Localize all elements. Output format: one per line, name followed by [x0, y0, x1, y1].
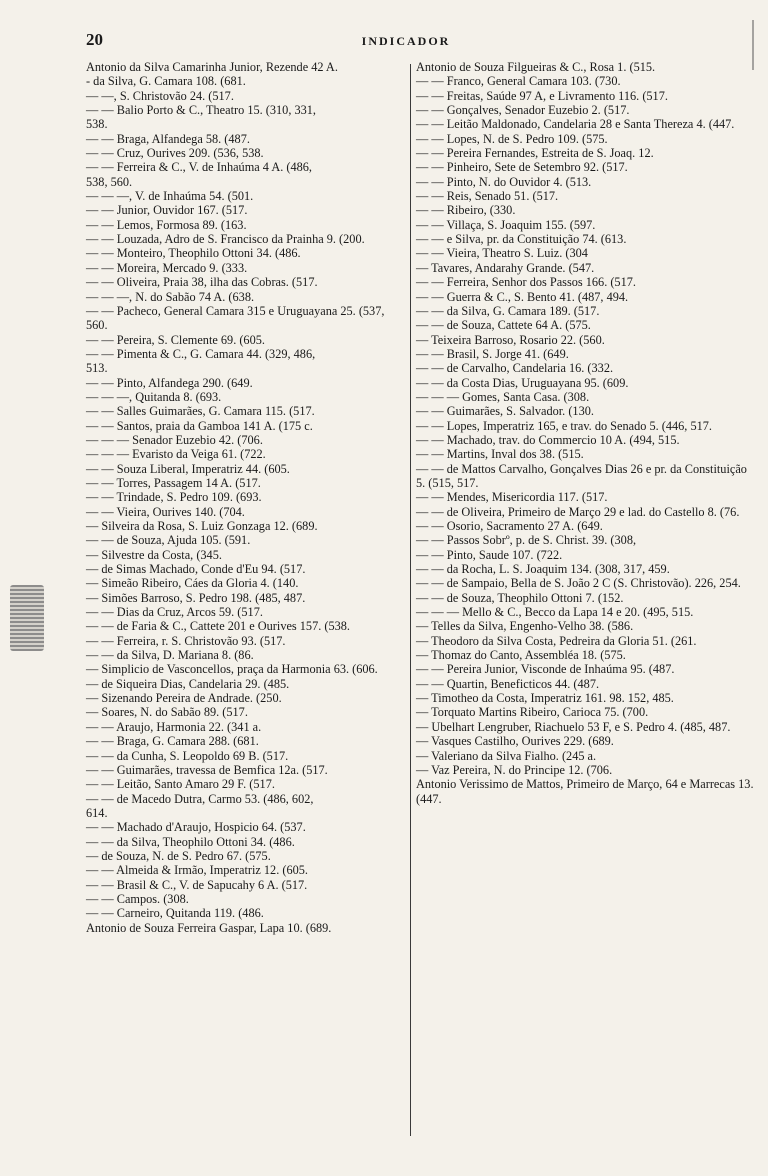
directory-entry: — — Carneiro, Quitanda 119. (486. [86, 906, 264, 921]
directory-entry: — — Almeida & Irmão, Imperatriz 12. (605. [86, 863, 308, 878]
directory-entry: Antonio de Souza Ferreira Gaspar, Lapa 10. (689. [86, 920, 332, 935]
directory-entry: — — Guimarães, S. Salvador. (130. [416, 404, 594, 419]
directory-entry: — — de Souza, Ajuda 105. (591. [86, 533, 251, 548]
directory-entry: — Telles da Silva, Engenho-Velho 38. (586. [416, 619, 634, 634]
directory-entry: 538, 560. [86, 174, 133, 189]
directory-entry: — de Souza, N. de S. Pedro 67. (575. [86, 848, 271, 863]
directory-entry: — — Monteiro, Theophilo Ottoni 34. (486. [86, 246, 301, 261]
directory-entry: — — Brasil & C., V. de Sapucahy 6 A. (517. [86, 877, 308, 892]
directory-entry: — — Torres, Passagem 14 A. (517. [86, 475, 261, 490]
directory-entry: — — Pinheiro, Sete de Setembro 92. (517. [416, 160, 628, 175]
directory-entry: — — Martins, Inval dos 38. (515. [416, 447, 584, 462]
directory-entry: — — Quartin, Beneficticos 44. (487. [416, 676, 600, 691]
directory-entry: — — Pimenta & C., G. Camara 44. (329, 486, [86, 346, 316, 361]
directory-entry: — — Lemos, Formosa 89. (163. [86, 217, 247, 232]
directory-entry: — — Moreira, Mercado 9. (333. [86, 260, 248, 275]
directory-columns [86, 60, 768, 1160]
directory-entry: — — de Faria & C., Cattete 201 e Ourives 157. (538. [86, 619, 350, 634]
directory-entry: — — da Rocha, L. S. Joaquim 134. (308, 317, 459. [416, 562, 670, 577]
directory-entry: — — Mendes, Misericordia 117. (517. [416, 490, 608, 505]
left-column [86, 60, 408, 1160]
directory-entry: — — Freitas, Saúde 97 A, e Livramento 116. (517. [416, 88, 668, 103]
directory-entry: — — da Silva, D. Mariana 8. (86. [86, 648, 254, 663]
directory-entry: — — e Silva, pr. da Constituição 74. (613. [416, 232, 627, 247]
directory-entry: — — Machado d'Araujo, Hospicio 64. (537. [86, 820, 306, 835]
directory-entry: 538. [86, 117, 108, 132]
directory-entry: — Simeão Ribeiro, Cáes da Gloria 4. (140. [86, 576, 299, 591]
directory-entry: — — Gonçalves, Senador Euzebio 2. (517. [416, 103, 630, 118]
directory-entry: — — Louzada, Adro de S. Francisco da Prainha 9. (200. [86, 232, 365, 247]
directory-entry: 513. [86, 361, 108, 376]
directory-entry: — —, S. Christovão 24. (517. [86, 88, 234, 103]
directory-entry: — — Guerra & C., S. Bento 41. (487, 494. [416, 289, 629, 304]
directory-entry: — Theodoro da Silva Costa, Pedreira da Gloria 51. (261. [416, 633, 697, 648]
directory-entry: — — Pinto, Saude 107. (722. [416, 547, 563, 562]
directory-entry: — — Brasil, S. Jorge 41. (649. [416, 346, 569, 361]
directory-entry: — — de Souza, Cattete 64 A. (575. [416, 318, 591, 333]
directory-entry: — — Pacheco, General Camara 315 e Uruguayana 25. (537, 560. [86, 303, 385, 333]
directory-entry: — — — Evaristo da Veiga 61. (722. [86, 447, 266, 462]
directory-entry: — — —, V. de Inhaúma 54. (501. [86, 189, 254, 204]
directory-entry: — — — Senador Euzebio 42. (706. [86, 432, 263, 447]
directory-entry: 614. [86, 805, 108, 820]
directory-entry: — — Pereira, S. Clemente 69. (605. [86, 332, 265, 347]
directory-entry: — — Villaça, S. Joaquim 155. (597. [416, 217, 596, 232]
directory-entry: — — — Mello & C., Becco da Lapa 14 e 20. (495, 515. [416, 605, 694, 620]
margin-marks [752, 20, 764, 70]
directory-entry: — — Salles Guimarães, G. Camara 115. (517. [86, 404, 315, 419]
directory-entry: — Timotheo da Costa, Imperatriz 161. 98. 152, 485. [416, 691, 674, 706]
directory-entry: — Vasques Castilho, Ourives 229. (689. [416, 734, 614, 749]
directory-entry: — — de Macedo Dutra, Carmo 53. (486, 602, [86, 791, 314, 806]
directory-entry: — — —, Quitanda 8. (693. [86, 389, 222, 404]
directory-entry: — — Machado, trav. do Commercio 10 A. (494, 515. [416, 432, 680, 447]
directory-entry: — — Dias da Cruz, Arcos 59. (517. [86, 605, 263, 620]
directory-entry: — Sizenando Pereira de Andrade. (250. [86, 691, 282, 706]
directory-entry: — — Souza Liberal, Imperatriz 44. (605. [86, 461, 290, 476]
directory-entry: — — Vieira, Theatro S. Luiz. (304 [416, 246, 588, 261]
directory-entry: — — Ferreira & C., V. de Inhaúma 4 A. (486, [86, 160, 312, 175]
directory-entry: — — Pereira Fernandes, Estreita de S. Joaq. 12. [416, 146, 654, 161]
directory-entry: — — Pinto, N. do Ouvidor 4. (513. [416, 174, 592, 189]
page-header [86, 28, 726, 52]
directory-entry: — — Araujo, Harmonia 22. (341 a. [86, 719, 262, 734]
directory-entry: — — de Carvalho, Candelaria 16. (332. [416, 361, 614, 376]
directory-entry: — Thomaz do Canto, Assembléa 18. (575. [416, 648, 626, 663]
directory-entry: - da Silva, G. Camara 108. (681. [86, 74, 246, 89]
directory-entry: — — Guimarães, travessa de Bemfica 12a. (517. [86, 762, 328, 777]
directory-entry: — — da Costa Dias, Uruguayana 95. (609. [416, 375, 629, 390]
directory-entry: — — — Gomes, Santa Casa. (308. [416, 389, 590, 404]
directory-entry: — — da Silva, Theophilo Ottoni 34. (486. [86, 834, 295, 849]
directory-entry: — — Junior, Ouvidor 167. (517. [86, 203, 248, 218]
directory-entry: — — Ferreira, Senhor dos Passos 166. (517. [416, 275, 636, 290]
directory-entry: — Simplicio de Vasconcellos, praça da Harmonia 63. (606. [86, 662, 378, 677]
directory-entry: — — Lopes, N. de S. Pedro 109. (575. [416, 131, 608, 146]
directory-entry: — de Siqueira Dias, Candelaria 29. (485. [86, 676, 290, 691]
running-title: INDICADOR [361, 34, 451, 48]
directory-entry: — — Braga, G. Camara 288. (681. [86, 734, 259, 749]
directory-entry: — — de Sampaio, Bella de S. João 2 C (S. Christovão). 226, 254. [416, 576, 741, 591]
directory-entry: — — Leitão Maldonado, Candelaria 28 e Santa Thereza 4. (447. [416, 117, 735, 132]
directory-entry: — — Pinto, Alfandega 290. (649. [86, 375, 253, 390]
directory-entry: — Simões Barroso, S. Pedro 198. (485, 487. [86, 590, 306, 605]
directory-entry: — — Franco, General Camara 103. (730. [416, 74, 621, 89]
directory-entry: — — —, N. do Sabão 74 A. (638. [86, 289, 255, 304]
directory-entry: — — Osorio, Sacramento 27 A. (649. [416, 519, 603, 533]
directory-entry: — — Pereira Junior, Visconde de Inhaúma 95. (487. [416, 662, 675, 677]
directory-entry: — — Oliveira, Praia 38, ilha das Cobras. (517. [86, 275, 318, 290]
directory-entry: — — Ferreira, r. S. Christovão 93. (517. [86, 633, 286, 648]
directory-entry: — Teixeira Barroso, Rosario 22. (560. [416, 332, 605, 347]
directory-entry: — — Cruz, Ourives 209. (536, 538. [86, 146, 264, 161]
directory-entry: Antonio de Souza Filgueiras & C., Rosa 1. (515. [416, 60, 656, 74]
directory-entry: — — da Cunha, S. Leopoldo 69 B. (517. [86, 748, 289, 763]
print-smudge [10, 585, 44, 651]
directory-entry: — Ubelhart Lengruber, Riachuelo 53 F, e S. Pedro 4. (485, 487. [416, 719, 731, 734]
directory-entry: — — de Oliveira, Primeiro de Março 29 e lad. do Castello 8. (76. [416, 504, 740, 519]
directory-entry: — — Passos Sobrº, p. de S. Christ. 39. (308, [416, 533, 637, 548]
directory-entry: Antonio da Silva Camarinha Junior, Rezende 42 A. [86, 60, 338, 74]
directory-entry: — Silvestre da Costa, (345. [86, 547, 222, 562]
directory-entry: — Valeriano da Silva Fialho. (245 a. [416, 748, 597, 763]
directory-entry: — Soares, N. do Sabão 89. (517. [86, 705, 248, 720]
page-number: 20 [86, 30, 103, 49]
directory-entry: — — Lopes, Imperatriz 165, e trav. do Senado 5. (446, 517. [416, 418, 712, 433]
right-column [416, 60, 756, 1160]
directory-entry: — — Santos, praia da Gamboa 141 A. (175 c. [86, 418, 313, 433]
directory-entry: — Vaz Pereira, N. do Principe 12. (706. [416, 762, 613, 777]
directory-entry: — — Vieira, Ourives 140. (704. [86, 504, 245, 519]
directory-entry: — — Leitão, Santo Amaro 29 F. (517. [86, 777, 275, 792]
directory-entry: — Torquato Martins Ribeiro, Carioca 75. (700. [416, 705, 649, 720]
directory-entry: Antonio Verissimo de Mattos, Primeiro de Março, 64 e Marrecas 13. (447. [416, 777, 754, 806]
directory-entry: — Tavares, Andarahy Grande. (547. [416, 260, 595, 275]
directory-entry: — — Ribeiro, (330. [416, 203, 516, 218]
column-divider [410, 64, 411, 1136]
directory-entry: — — Trindade, S. Pedro 109. (693. [86, 490, 262, 505]
directory-entry: — — Campos. (308. [86, 891, 189, 906]
directory-entry: — — Braga, Alfandega 58. (487. [86, 131, 250, 146]
directory-entry: — — Balio Porto & C., Theatro 15. (310, 331, [86, 103, 316, 118]
directory-entry: — — de Mattos Carvalho, Gonçalves Dias 26 e pr. da Constituição 5. (515, 517. [416, 461, 747, 490]
directory-entry: — — da Silva, G. Camara 189. (517. [416, 303, 600, 318]
directory-entry: — de Simas Machado, Conde d'Eu 94. (517. [86, 562, 306, 577]
directory-entry: — Silveira da Rosa, S. Luiz Gonzaga 12. (689. [86, 519, 318, 533]
directory-entry: — — Reis, Senado 51. (517. [416, 189, 559, 204]
directory-entry: — — de Souza, Theophilo Ottoni 7. (152. [416, 590, 624, 605]
